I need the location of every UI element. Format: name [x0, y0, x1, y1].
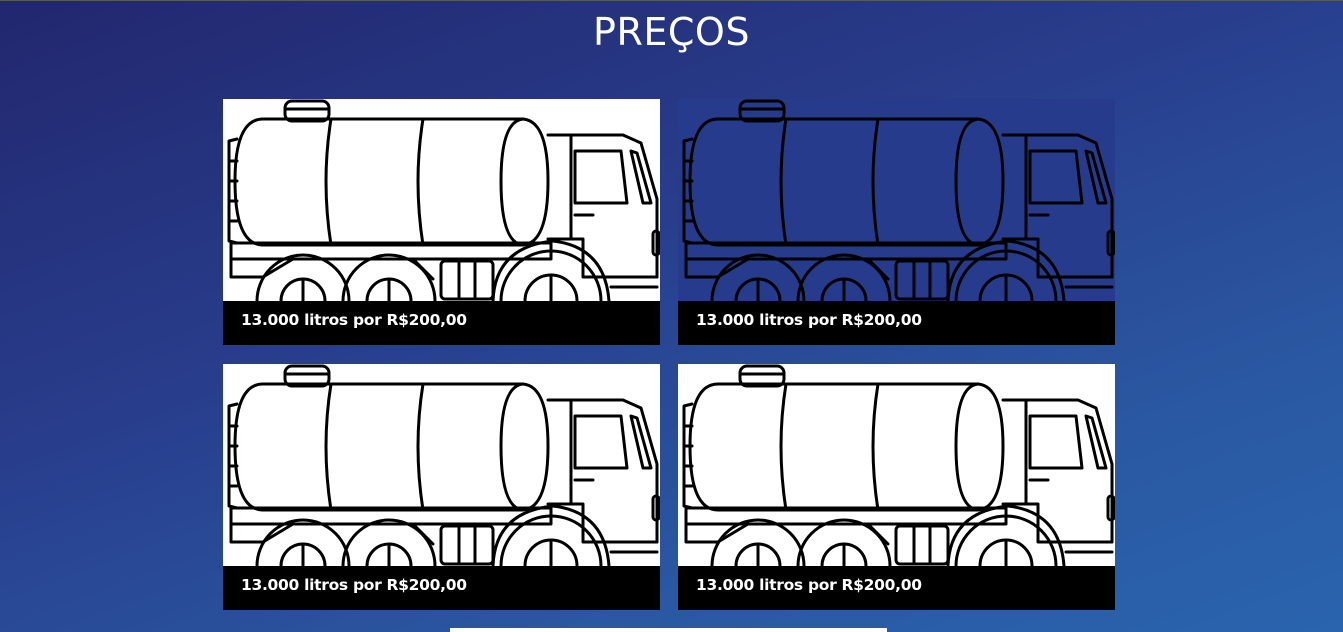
price-card[interactable] [223, 364, 660, 610]
price-caption: 13.000 litros por R$200,00 [696, 311, 922, 329]
price-card[interactable] [223, 99, 660, 345]
water-tank-truck-image [678, 99, 1115, 301]
water-tank-truck-icon [223, 364, 660, 566]
price-caption: 13.000 litros por R$200,00 [696, 576, 922, 594]
price-card[interactable] [678, 99, 1115, 345]
price-caption: 13.000 litros por R$200,00 [241, 576, 467, 594]
water-tank-truck-icon [678, 364, 1115, 566]
water-tank-truck-image [450, 628, 887, 632]
water-tank-truck-icon [223, 99, 660, 301]
water-tank-truck-image [678, 364, 1115, 566]
water-tank-truck-icon [678, 99, 1115, 301]
water-tank-truck-image [223, 364, 660, 566]
water-tank-truck-image [223, 99, 660, 301]
price-card[interactable] [678, 364, 1115, 610]
top-border [0, 0, 1343, 1]
page-title: PREÇOS [593, 10, 750, 54]
price-caption: 13.000 litros por R$200,00 [241, 311, 467, 329]
price-card-partial[interactable] [450, 628, 887, 632]
